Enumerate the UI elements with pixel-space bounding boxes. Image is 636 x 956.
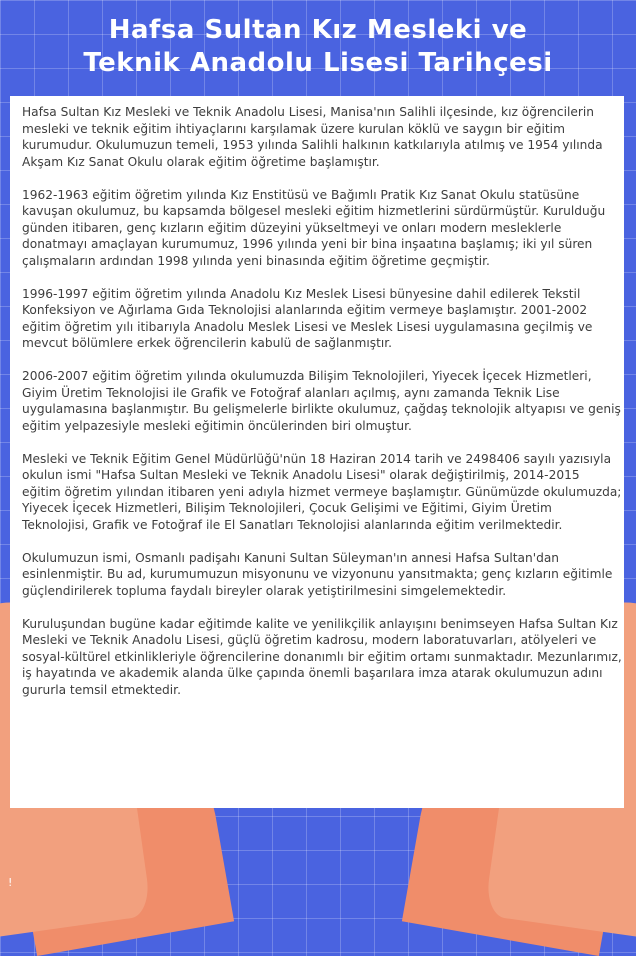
paragraph-anatolian-vocational: 1996-1997 eğitim öğretim yılında Anadolu Kız Meslek Lisesi bünyesine dahil edilerek Tekstil Konfeksiyon ve Ağırlama Gıda Teknolojisi alanlarında eğitim vermeye başlamıştır. 2001-2002 eğitim öğretim yılı itibarıyla Anadolu Meslek Lisesi ve Meslek Lisesi uygulamasına geçilmiş ve mevcut bölümlere erkek öğrencilerin kabulü de sağlanmıştır. — [22, 286, 593, 350]
corner-mark: ! — [8, 876, 13, 889]
paragraph-name-change: Mesleki ve Teknik Eğitim Genel Müdürlüğü'nün 18 Haziran 2014 tarih ve 2498406 sayılı yazısıyla okulun ismi "Hafsa Sultan Mesleki ve Teknik Anadolu Lisesi" olarak değiştirilmiş, 2014-2015 eğitim öğretim yılından itibaren yeni adıyla hizmet vermeye başlamıştır. Günümüzde okulumuzda; Yiyecek İçecek Hizmetleri, Bilişim Teknolojileri, Çocuk Gelişimi ve Eğitimi, Giyim Üretim Teknolojisi, Grafik ve Fotoğraf ile El Sanatları Teknolojisi alanlarında eğitim verilmektedir. — [22, 451, 622, 532]
title-line-1: Hafsa Sultan Kız Mesleki ve — [108, 15, 528, 45]
paragraph-founding: Hafsa Sultan Kız Mesleki ve Teknik Anadolu Lisesi, Manisa'nın Salihli ilçesinde, kız öğrencilerin mesleki ve teknik eğitim ihtiyaçlarını karşılamak üzere kurulan köklü ve saygın bir eğitim kurumudur. Okulumuzun temeli, 1953 yılında Salihli halkının katkılarıyla atılmış ve 1954 yılında Akşam Kız Sanat Okulu olarak eğitim öğretime başlamıştır. — [22, 105, 603, 169]
paragraph-institute-status: 1962-1963 eğitim öğretim yılında Kız Enstitüsü ve Bağımlı Pratik Kız Sanat Okulu statüsüne kavuşan okulumuz, bu kapsamda bölgesel mesleki eğitim hizmetlerini sürdürmüştür. Kurulduğu günden itibaren, genç kızların eğitim düzeyini yükseltmeyi ve onları modern mesleklerle donatmayı amaçlayan kurumumuz, 1996 yılında yeni bir bina inşaatına başlamış; iki yıl süren çalışmaların ardından 1998 yılında yeni binasında eğitim öğretime geçmiştir. — [22, 187, 606, 268]
paragraph-today: Kuruluşundan bugüne kadar eğitimde kalite ve yenilikçilik anlayışını benimseyen Hafsa Sultan Kız Mesleki ve Teknik Anadolu Lisesi, güçlü öğretim kadrosu, modern laboratuvarları, atölyeleri ve sosyal-kültürel etkinlikleriyle öğrencilerine donanımlı bir eğitim ortamı sunmaktadır. Mezunlarımız, iş hayatında ve akademik alanda ülke çapında önemli başarılara imza atarak okulumuzun adını gururla temsil etmektedir. — [22, 616, 622, 697]
title-line-2: Teknik Anadolu Lisesi Tarihçesi — [83, 48, 553, 78]
paragraph-new-departments: 2006-2007 eğitim öğretim yılında okulumuzda Bilişim Teknolojileri, Yiyecek İçecek Hizmetleri, Giyim Üretim Teknolojisi ile Grafik ve Fotoğraf alanları açılmış, aynı zamanda Teknik Lise uygulamasına başlanmıştır. Bu gelişmelerle birlikte okulumuz, çağdaş teknolojik altyapısı ve geniş eğitim yelpazesiyle mesleki eğitimin öncülerinden biri olmuştur. — [22, 369, 621, 433]
history-text — [22, 104, 622, 715]
paragraph-name-origin: Okulumuzun ismi, Osmanlı padişahı Kanuni Sultan Süleyman'ın annesi Hafsa Sultan'dan esinlenmiştir. Bu ad, kurumumuzun misyonunu ve vizyonunu yansıtmakta; genç kızların eğitimle güçlendirilerek topluma faydalı bireyler olarak yetiştirilmesini simgelemektedir. — [22, 550, 613, 598]
page-title — [0, 14, 636, 80]
